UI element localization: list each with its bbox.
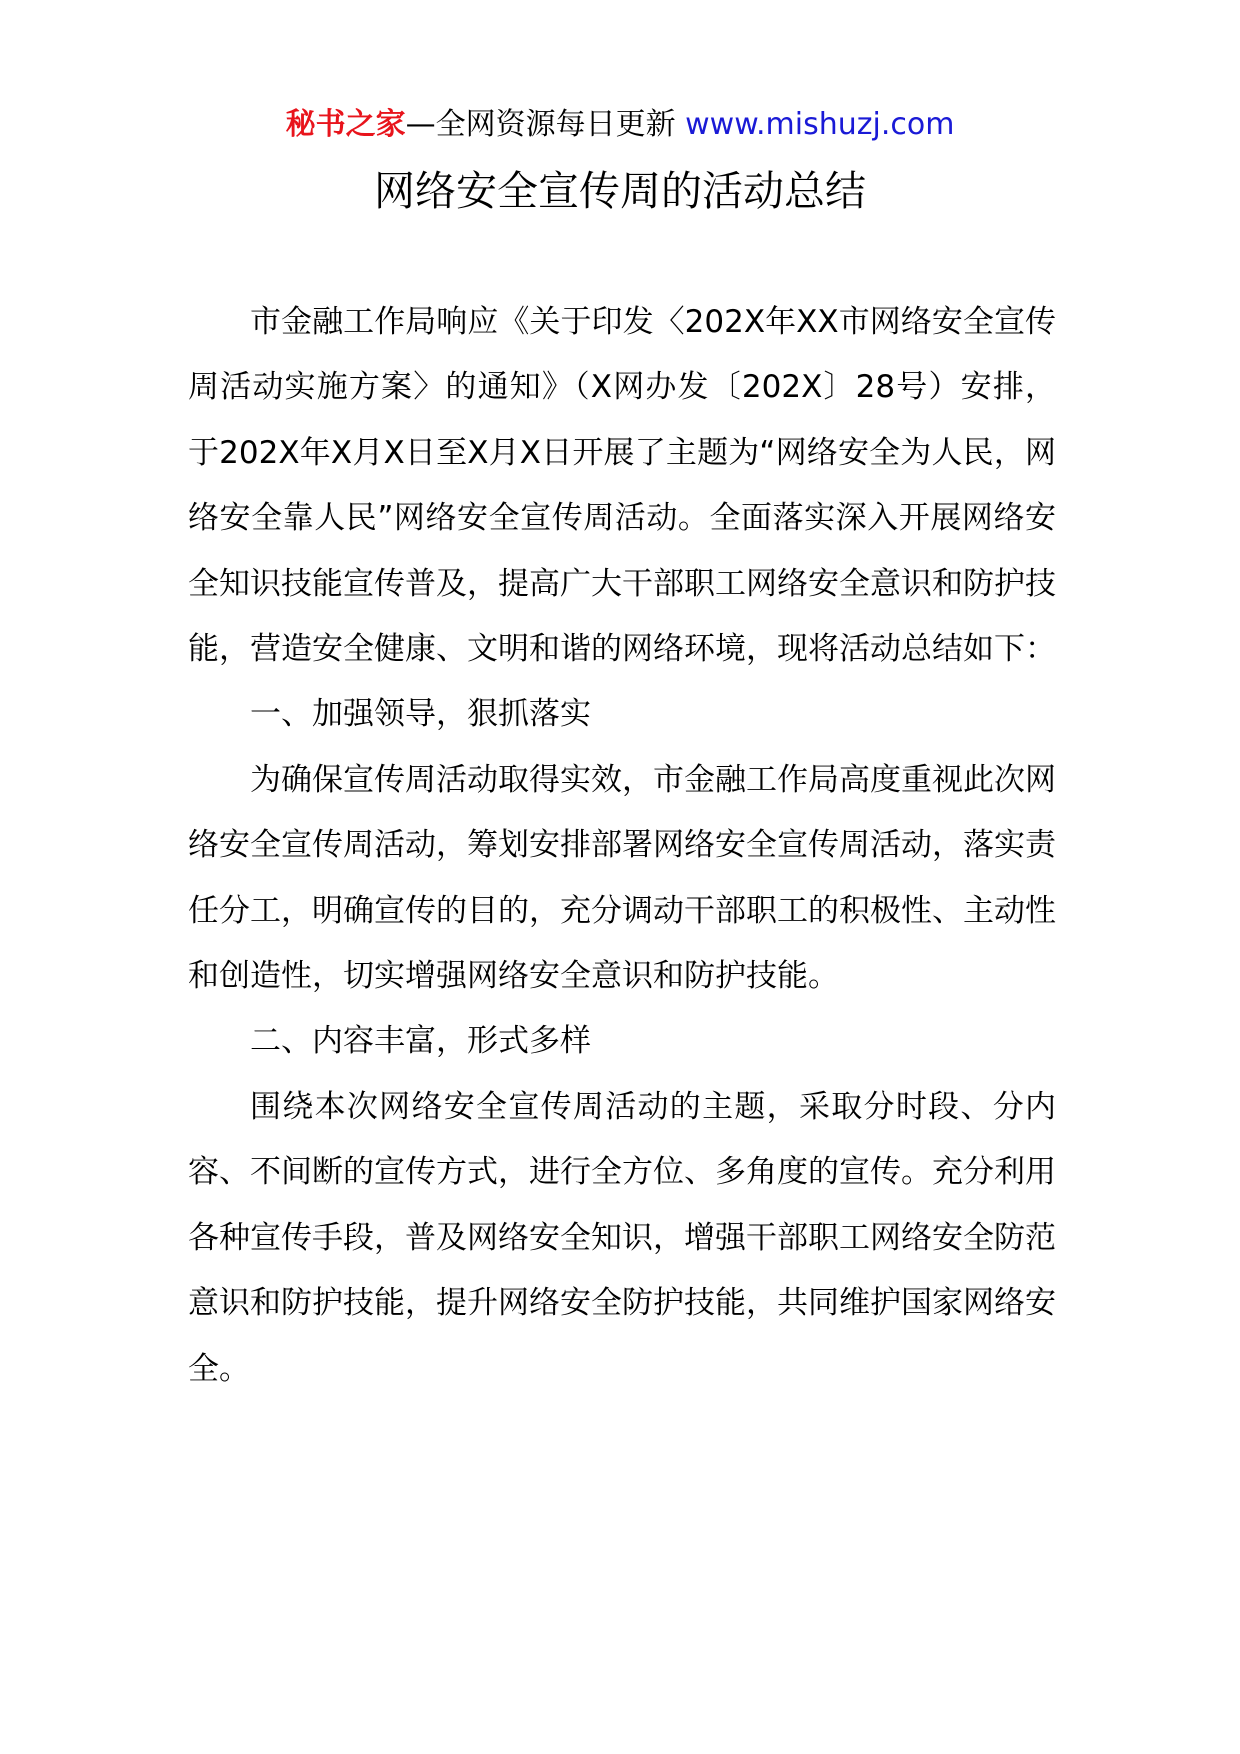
intro-paragraph: 市金融工作局响应《关于印发〈202X年XX市网络安全宣传周活动实施方案〉的通知》（X网办发〔202X〕28号）安排，于202X年X月X日至X月X日开展了主题为“网络安全为人民，网络安全靠人民”网络安全宣传周活动。全面落实深入开展网络安全知识技能宣传普及，提高广大干部职工网络安全意识和防护技能，营造安全健康、文明和谐的网络环境，现将活动总结如下： [188, 304, 1056, 668]
document-title: 网络安全宣传周的活动总结 [374, 167, 866, 215]
site-url-link[interactable]: www.mishuzj.com [685, 107, 955, 142]
section-2-heading: 二、内容丰富，形式多样 [250, 1023, 591, 1060]
section-1-paragraph: 为确保宣传周活动取得实效，市金融工作局高度重视此次网络安全宣传周活动，筹划安排部署网络安全宣传周活动，落实责任分工，明确宣传的目的，充分调动干部职工的积极性、主动性和创造性，切实增强网络安全意识和防护技能。 [188, 761, 1056, 995]
section-1-heading: 一、加强领导，狠抓落实 [250, 696, 591, 733]
document-body [188, 290, 1056, 1402]
brand-name: 秘书之家 [285, 107, 406, 142]
section-2-paragraph: 围绕本次网络安全宣传周活动的主题，采取分时段、分内容、不间断的宣传方式，进行全方位、多角度的宣传。充分利用各种宣传手段，普及网络安全知识，增强干部职工网络安全防范意识和防护技能，提升网络安全防护技能，共同维护国家网络安全。 [188, 1088, 1056, 1387]
banner-slogan: —全网资源每日更新 [405, 107, 686, 142]
site-banner [0, 103, 1240, 147]
